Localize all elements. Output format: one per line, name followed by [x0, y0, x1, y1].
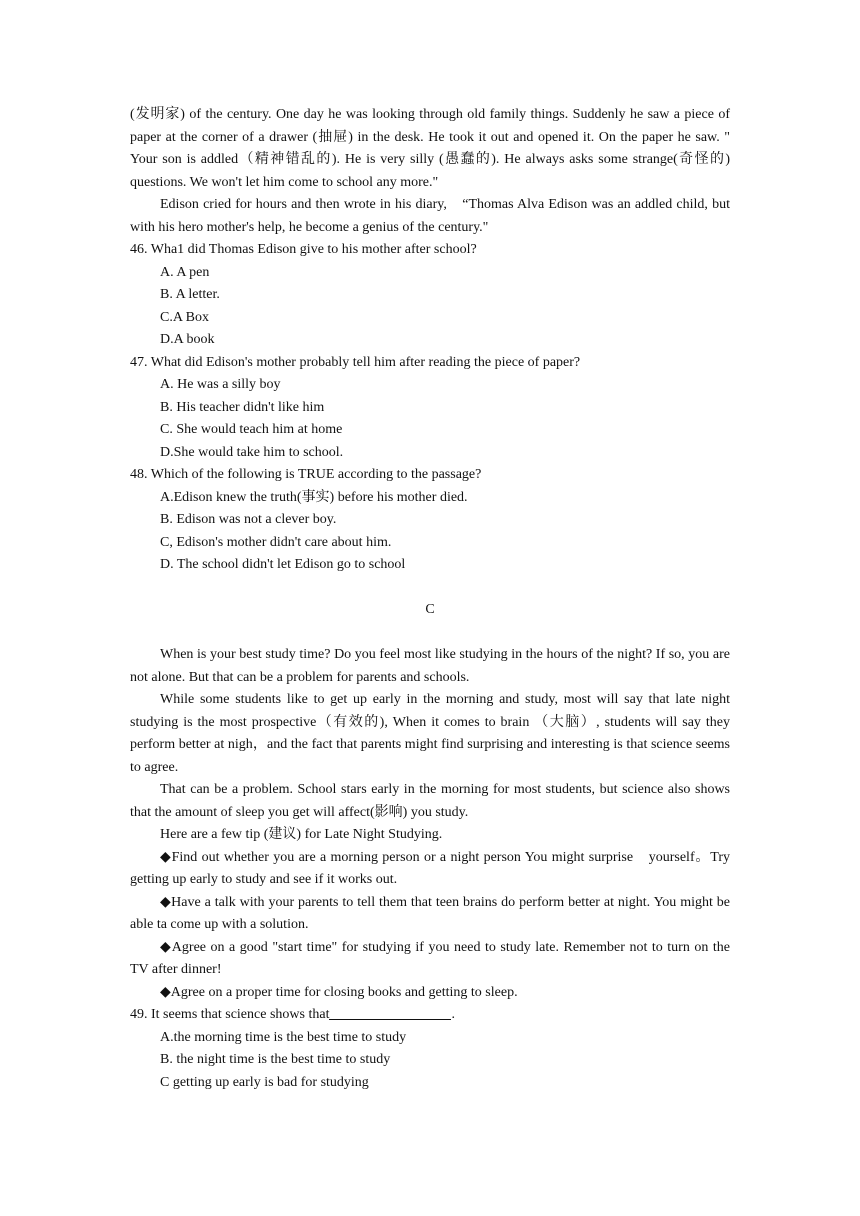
passage-b-paragraph: Edison cried for hours and then wrote in his diary, “Thomas Alva Edison was an addled child, but with his hero mother's help, he become a genius of the century.": [130, 197, 730, 235]
exam-page: [130, 104, 730, 1094]
option-c: C. She would teach him at home: [160, 422, 343, 437]
option-c: C.A Box: [160, 309, 210, 325]
passage-b-continuation: (发明家) of the century. One day he was looking through old family things. Suddenly he saw a piece of paper at the corner of a drawer (抽屉) in the desk. He took it out and opened it. On the paper he saw. " Your son is addled（精神错乱的). He is very silly (愚蠢的). He always asks some strange(奇怪的) questions. We won't let him come to school any more.": [130, 107, 730, 190]
option-c: C getting up early is bad for studying: [160, 1074, 369, 1090]
question-47: [130, 352, 730, 465]
tip-item: ◆Agree on a good "start time" for studying if you need to study late. Remember not to turn on the TV after dinner!: [130, 939, 730, 977]
question-stem: 47. What did Edison's mother probably tell him after reading the piece of paper?: [130, 354, 581, 370]
tip-item: ◆Have a talk with your parents to tell them that teen brains do perform better at night. You might be able ta come up with a solution.: [130, 894, 730, 932]
passage-c-paragraph: That can be a problem. School stars early in the morning for most students, but science also shows that the amount of sleep you get will affect(影响) you study.: [130, 782, 730, 820]
question-49: [130, 1004, 730, 1094]
tip-item: ◆Find out whether you are a morning person or a night person You might surprise yourself。Try getting up early to study and see if it works out.: [130, 849, 730, 887]
option-b: B. Edison was not a clever boy.: [160, 512, 337, 527]
option-d: D. The school didn't let Edison go to school: [160, 557, 406, 572]
passage-c-paragraph: When is your best study time? Do you feel most like studying in the hours of the night? If so, you are not alone. But that can be a problem for parents and schools.: [130, 647, 730, 685]
option-d: D.A book: [160, 332, 215, 347]
option-a: A. He was a silly boy: [160, 377, 281, 392]
answer-blank: [329, 1005, 451, 1020]
question-stem: 46. Wha1 did Thomas Edison give to his mother after school?: [130, 242, 477, 257]
question-stem-end: .: [451, 1007, 455, 1022]
option-c: C, Edison's mother didn't care about him.: [160, 534, 392, 550]
option-a: A.Edison knew the truth(事实) before his mother died.: [160, 489, 468, 505]
passage-c-paragraph: Here are a few tip (建议) for Late Night Studying.: [160, 827, 443, 842]
tip-item: ◆Agree on a proper time for closing books and getting to sleep.: [160, 984, 518, 1000]
option-a: A.the morning time is the best time to study: [160, 1029, 407, 1045]
option-b: B. His teacher didn't like him: [160, 399, 325, 415]
section-heading: C: [425, 601, 435, 617]
option-b: B. the night time is the best time to study: [160, 1052, 391, 1067]
option-a: A. A pen: [160, 264, 210, 280]
question-46: [130, 239, 730, 352]
passage-c-paragraph: While some students like to get up early in the morning and study, most will say that late night studying is the most prospective（有效的), When it comes to brain （大脑）, students will say they perform better at nigh，and the fact that parents might find surprising and interesting is that science seems to agree.: [130, 692, 730, 775]
option-b: B. A letter.: [160, 287, 220, 302]
question-stem-text: 49. It seems that science shows that: [130, 1007, 330, 1022]
question-stem: 48. Which of the following is TRUE according to the passage?: [130, 467, 482, 482]
option-d: D.She would take him to school.: [160, 444, 344, 460]
question-stem: [130, 1004, 730, 1027]
question-48: [130, 464, 730, 577]
